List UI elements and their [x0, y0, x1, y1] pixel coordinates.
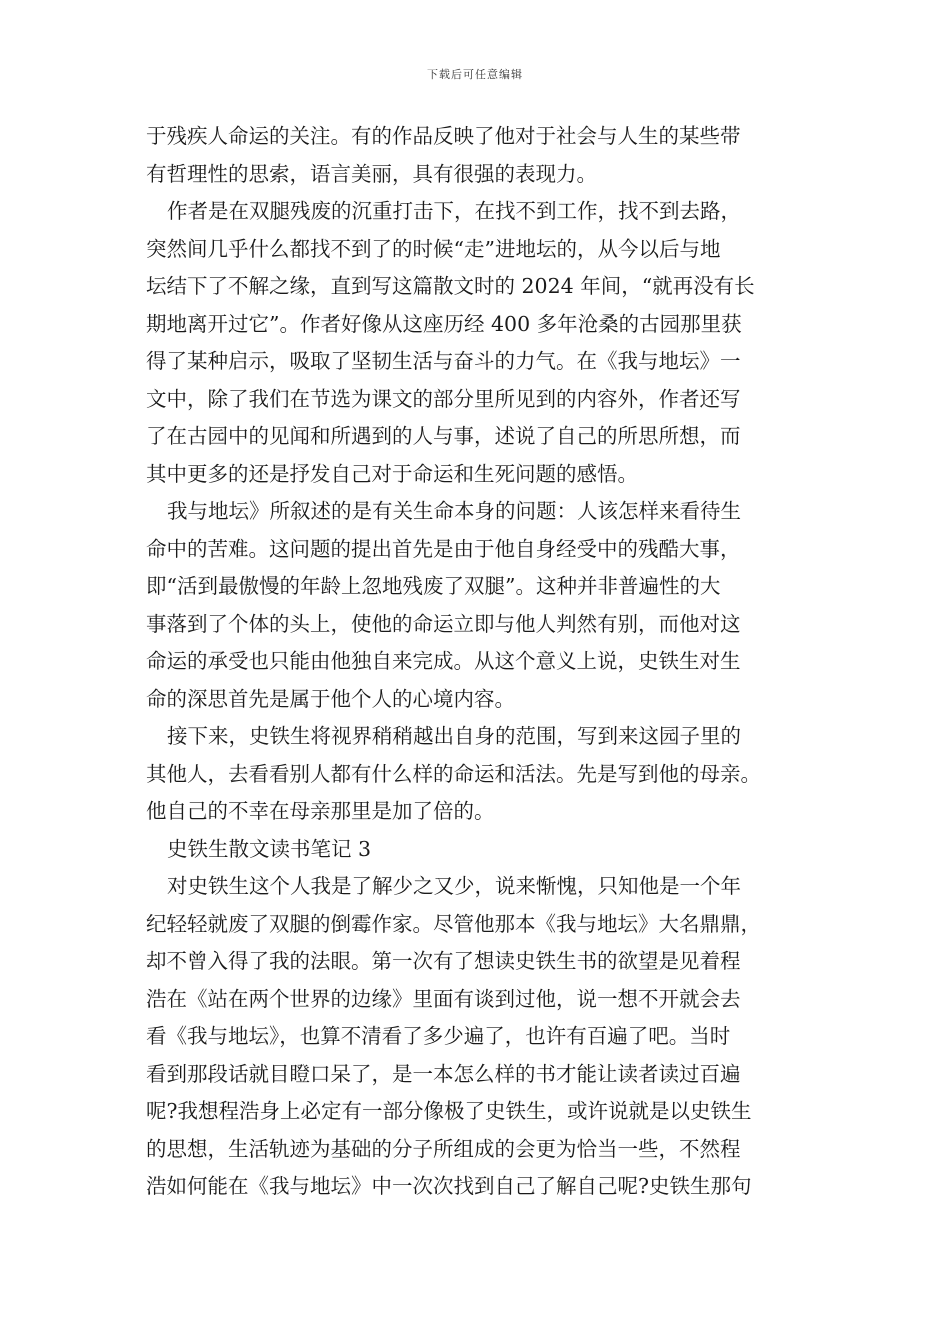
text-line: 浩在《站在两个世界的边缘》里面有谈到过他，说一想不开就会去 — [146, 986, 741, 1011]
text-line: 坛结下了不解之缘，直到写这篇散文时的 2024 年间，“就再没有长 — [146, 274, 755, 298]
page-header: 下载后可任意编辑 — [427, 68, 523, 81]
text-line: 其他人，去看看别人都有什么样的命运和活法。先是写到他的母亲。 — [146, 761, 761, 786]
text-line: 浩如何能在《我与地坛》中一次次找到自己了解自己呢?史铁生那句 — [146, 1174, 752, 1198]
section-heading: 史铁生散文读书笔记 3 — [167, 836, 372, 861]
text-line: 期地离开过它”。作者好像从这座历经 400 多年沧桑的古园那里获 — [146, 311, 742, 336]
text-line: 文中，除了我们在节选为课文的部分里所见到的内容外，作者还写 — [146, 386, 741, 411]
text-line: 的思想，生活轨迹为基础的分子所组成的会更为恰当一些，不然程 — [146, 1136, 741, 1161]
text-line: 命中的苦难。这问题的提出首先是由于他自身经受中的残酷大事， — [146, 536, 741, 561]
text-line: 有哲理性的思索，语言美丽，具有很强的表现力。 — [146, 161, 597, 186]
text-line: 我与地坛》所叙述的是有关生命本身的问题：人该怎样来看待生 — [167, 499, 741, 523]
text-line: 看到那段话就目瞪口呆了，是一本怎么样的书才能让读者读过百遍 — [146, 1061, 741, 1086]
text-line: 了在古园中的见闻和所遇到的人与事，述说了自己的所思所想，而 — [146, 424, 741, 448]
text-line: 看《我与地坛》，也算不清看了多少遍了，也许有百遍了吧。当时 — [146, 1024, 731, 1048]
text-line: 命的深思首先是属于他个人的心境内容。 — [146, 686, 515, 711]
text-line: 命运的承受也只能由他独自来完成。从这个意义上说，史铁生对生 — [146, 649, 741, 673]
text-line: 他自己的不幸在母亲那里是加了倍的。 — [146, 799, 495, 823]
text-line: 其中更多的还是抒发自己对于命运和生死问题的感悟。 — [146, 461, 638, 486]
text-line: 纪轻轻就废了双腿的倒霉作家。尽管他那本《我与地坛》大名鼎鼎， — [146, 911, 761, 936]
text-line: 得了某种启示，吸取了坚韧生活与奋斗的力气。在《我与地坛》一 — [146, 349, 741, 373]
document-body — [146, 118, 806, 1206]
text-line: 于残疾人命运的关注。有的作品反映了他对于社会与人生的某些带 — [146, 124, 741, 148]
text-line: 突然间几乎什么都找不到了的时候“走”进地坛的，从今以后与地 — [146, 236, 721, 261]
text-line: 呢?我想程浩身上必定有一部分像极了史铁生，或许说就是以史铁生 — [146, 1099, 752, 1123]
text-line: 事落到了个体的头上，使他的命运立即与他人判然有别，而他对这 — [146, 611, 741, 636]
text-line: 即“活到最傲慢的年龄上忽地残废了双腿”。这种并非普遍性的大 — [146, 574, 721, 598]
text-line: 接下来，史铁生将视界稍稍越出自身的范围，写到来这园子里的 — [167, 724, 741, 748]
text-line: 却不曾入得了我的法眼。第一次有了想读史铁生书的欲望是见着程 — [146, 949, 741, 973]
text-line: 对史铁生这个人我是了解少之又少，说来惭愧，只知他是一个年 — [167, 874, 741, 898]
text-line: 作者是在双腿残废的沉重打击下，在找不到工作，找不到去路， — [167, 199, 741, 223]
